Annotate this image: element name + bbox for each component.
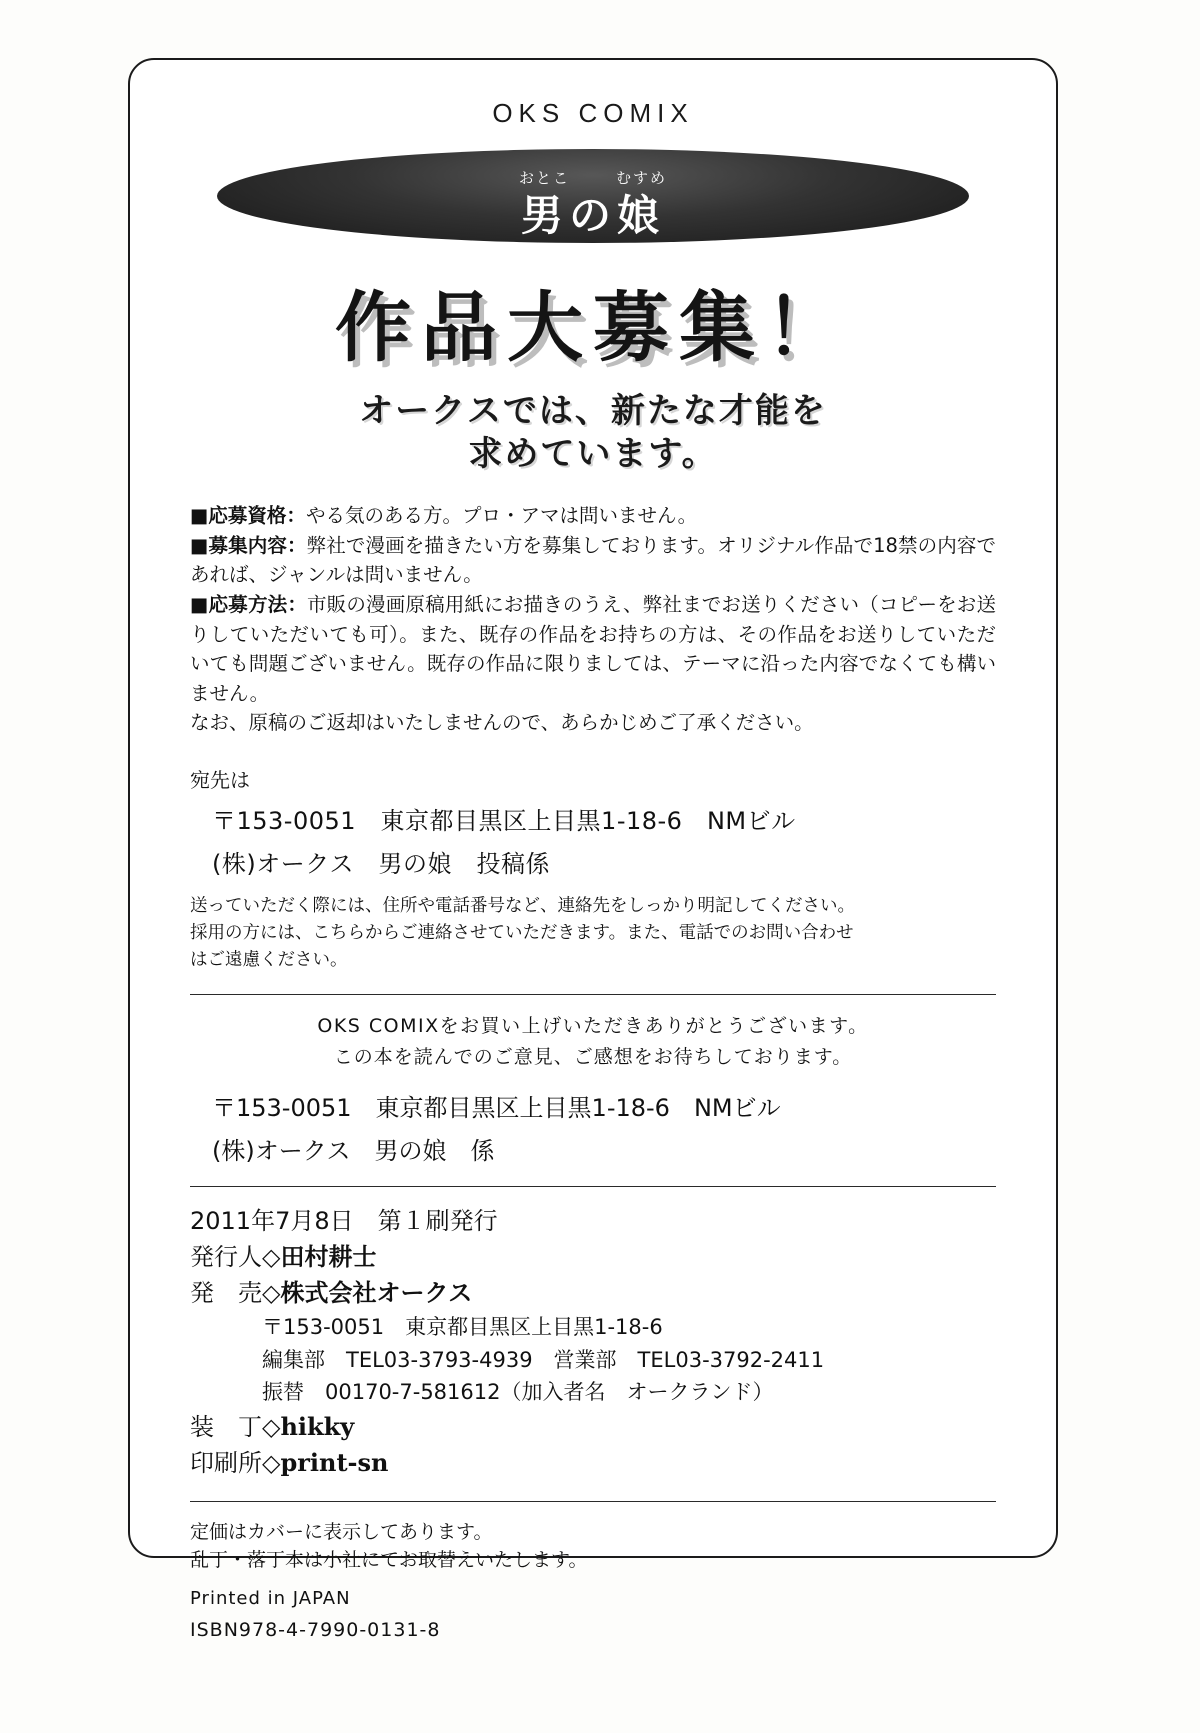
divider-3 (190, 1501, 996, 1502)
thanks-line-1: OKS COMIXをお買い上げいただきありがとうございます。 (317, 1015, 869, 1038)
method-label: ■応募方法： (190, 592, 307, 616)
badge-ruby-right: むすめ (616, 169, 668, 187)
submission-note-line-1: 送っていただく際には、住所や電話番号など、連絡先をしっかり明記してください。 (190, 896, 855, 916)
colophon-block (190, 1203, 996, 1481)
content-label: ■募集内容： (190, 533, 307, 557)
method-text: 市販の漫画原稿用紙にお描きのうえ、弊社までお送りください（コピーをお送りしていただいても可）。また、既存の作品をお持ちの方は、その作品をお送りしていただいても問題ございません。既存の作品に限りましては、テーマに沿った内容でなくても構いません。 (190, 592, 996, 705)
page-content (130, 60, 1056, 1641)
sales-address: 〒153-0051 東京都目黒区上目黒1-18-6 (262, 1315, 663, 1340)
feedback-address (190, 1088, 996, 1166)
design-name: hikky (280, 1411, 355, 1441)
submission-note (190, 893, 996, 974)
submission-address-line-2: (株)オークス 男の娘 投稿係 (212, 850, 550, 878)
design-row (190, 1409, 996, 1445)
sales-furikae: 振替 00170-7-581612（加入者名 オークランド） (262, 1380, 774, 1405)
qualification-label: ■応募資格： (190, 504, 306, 527)
imprint-header: OKS COMIX (492, 98, 694, 128)
footer-block (190, 1518, 996, 1645)
price-note: 定価はカバーに表示してあります。 (190, 1520, 493, 1543)
publisher-name: 田村耕士 (280, 1242, 377, 1272)
submission-address-line-1: 〒153-0051 東京都目黒区上目黒1-18-6 NMビル (212, 807, 796, 835)
headline: 作品大募集！ (335, 283, 851, 372)
publisher-label: 発行人◇ (190, 1243, 281, 1272)
divider-2 (190, 1186, 996, 1187)
subheadline-line-2: 求めています。 (468, 433, 718, 474)
submission-note-line-3: はご遠慮ください。 (190, 950, 348, 971)
sales-name: 株式会社オークス (280, 1278, 473, 1308)
recruitment-details (190, 501, 996, 738)
sales-telephone: 編集部 TEL03-3793-4939 営業部 TEL03-3792-2411 (262, 1347, 825, 1372)
qualification-paragraph (190, 501, 996, 531)
qualification-text: やる気のある方。プロ・アマは問いません。 (305, 504, 698, 527)
title-badge (190, 143, 996, 263)
thanks-line-2: この本を読んでのご意見、ご感想をお待ちしております。 (333, 1045, 853, 1068)
sales-label: 発 売◇ (190, 1279, 281, 1308)
printer-name: print-sn (280, 1447, 389, 1477)
feedback-address-line-1: 〒153-0051 東京都目黒区上目黒1-18-6 NMビル (212, 1094, 781, 1123)
method-paragraph (190, 590, 996, 709)
isbn: ISBN978-4-7990-0131-8 (190, 1618, 441, 1641)
thanks-block (190, 1011, 996, 1072)
publish-date: 2011年7月8日 第１刷発行 (190, 1207, 498, 1236)
content-text: 弊社で漫画を描きたい方を募集しております。オリジナル作品で18禁の内容であれば、ジャンルは問いません。 (190, 533, 996, 587)
badge-title: 男の娘 (520, 191, 666, 240)
printer-row (190, 1445, 996, 1481)
subheadline (190, 390, 996, 475)
submission-note-line-2: 採用の方には、こちらからご連絡させていただきます。また、電話でのお問い合わせ (190, 923, 854, 944)
subheadline-line-1: オークスでは、新たな才能を (359, 391, 827, 431)
printer-label: 印刷所◇ (190, 1448, 281, 1477)
address-heading: 宛先は (190, 768, 250, 792)
printed-in: Printed in JAPAN (190, 1587, 351, 1609)
badge-ruby-left: おとこ (518, 169, 570, 187)
publisher-row (190, 1239, 996, 1275)
method-note: なお、原稿のご返却はいたしませんので、あらかじめご了承ください。 (190, 711, 814, 735)
defect-note: 乱丁・落丁本は小社にてお取替えいたします。 (190, 1549, 588, 1572)
divider-1 (190, 994, 996, 995)
sales-row (190, 1275, 996, 1311)
content-paragraph (190, 531, 996, 590)
design-label: 装 丁◇ (190, 1412, 281, 1441)
page-frame (128, 58, 1058, 1641)
feedback-address-line-2: (株)オークス 男の娘 係 (212, 1137, 495, 1166)
